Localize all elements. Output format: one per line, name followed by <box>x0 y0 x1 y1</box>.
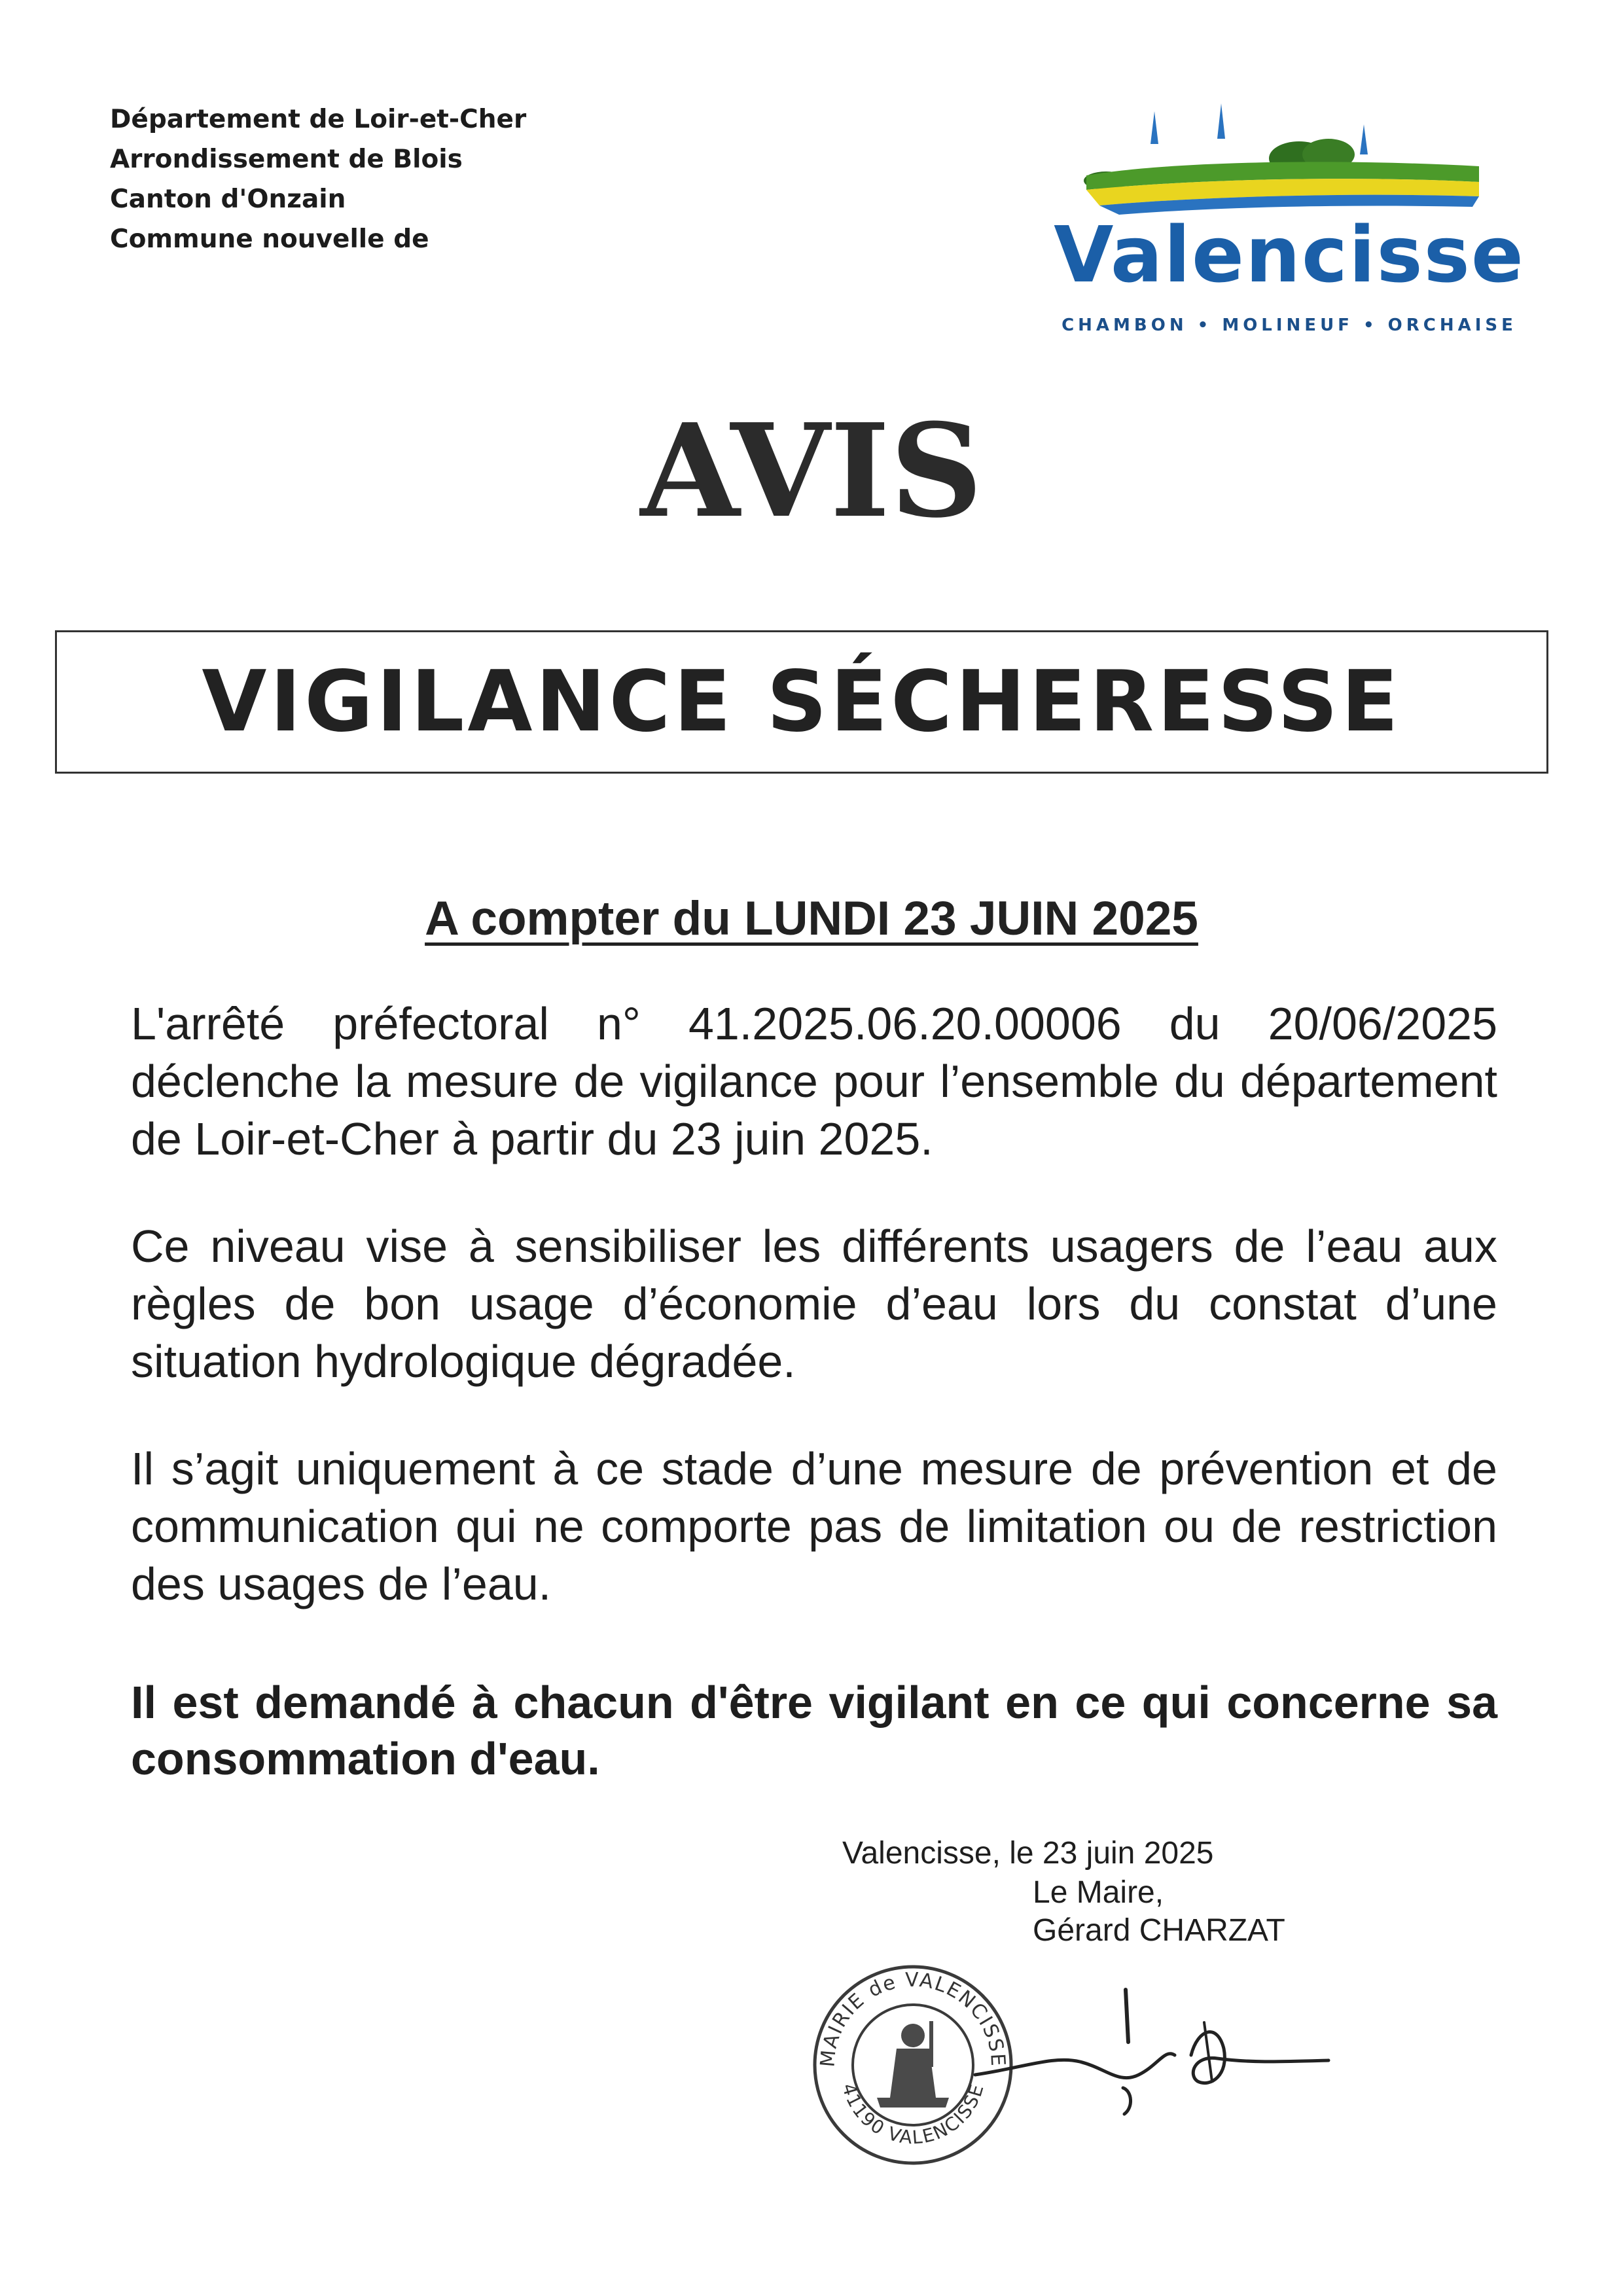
paragraph-prevention: Il s’agit uniquement à ce stade d’une mesure de prévention et de communication qui ne comporte pas de limitation ou de restriction des usages de l’eau. <box>131 1443 1497 1609</box>
headline-box <box>55 630 1548 774</box>
effective-date <box>0 891 1623 946</box>
church-spire-icon <box>1360 124 1368 154</box>
header-line-canton: Canton d'Onzain <box>110 185 346 214</box>
signature-name: Gérard CHARZAT <box>1033 1913 1285 1948</box>
header-line-commune: Commune nouvelle de <box>110 224 429 254</box>
signature-role: Le Maire, <box>1033 1875 1164 1910</box>
paragraph-purpose: Ce niveau vise à sensibiliser les différents usagers de l’eau aux règles de bon usage d’économie d’eau lors du constat d’une situation hydrologique dégradée. <box>131 1221 1497 1387</box>
logo-tagline: CHAMBON • MOLINEUF • ORCHAISE <box>1061 315 1517 335</box>
header-line-arrondissement: Arrondissement de Blois <box>110 145 463 174</box>
valencisse-logo <box>1054 98 1525 347</box>
paragraph-decree: L'arrêté préfectoral n° 41.2025.06.20.00006 du 20/06/2025 déclenche la mesure de vigilance pour l’ensemble du département de Loir-et-Cher à partir du 23 juin 2025. <box>131 998 1497 1164</box>
handwritten-signature <box>969 1977 1335 2147</box>
administrative-header <box>110 99 526 259</box>
stamp-top-text: MAIRIE de VALENCISSE <box>816 1968 1010 2068</box>
headline-text: VIGILANCE SÉCHERESSE <box>202 653 1402 751</box>
header-line-department: Département de Loir-et-Cher <box>110 105 527 134</box>
effective-date-text: A compter du LUNDI 23 JUIN 2025 <box>425 892 1198 945</box>
church-spire-icon <box>1217 103 1225 139</box>
notice-title: AVIS <box>640 396 983 547</box>
church-spire-icon <box>1150 111 1158 144</box>
marianne-emblem-icon <box>877 2021 949 2108</box>
paragraph-request: Il est demandé à chacun d'être vigilant en ce qui concerne sa consommation d'eau. <box>131 1677 1497 1784</box>
logo-wordmark: Valencisse <box>1054 209 1525 300</box>
signature-place-date: Valencisse, le 23 juin 2025 <box>842 1836 1214 1871</box>
stamp-bottom-text: 41190 VALENCISSE <box>837 2081 989 2149</box>
